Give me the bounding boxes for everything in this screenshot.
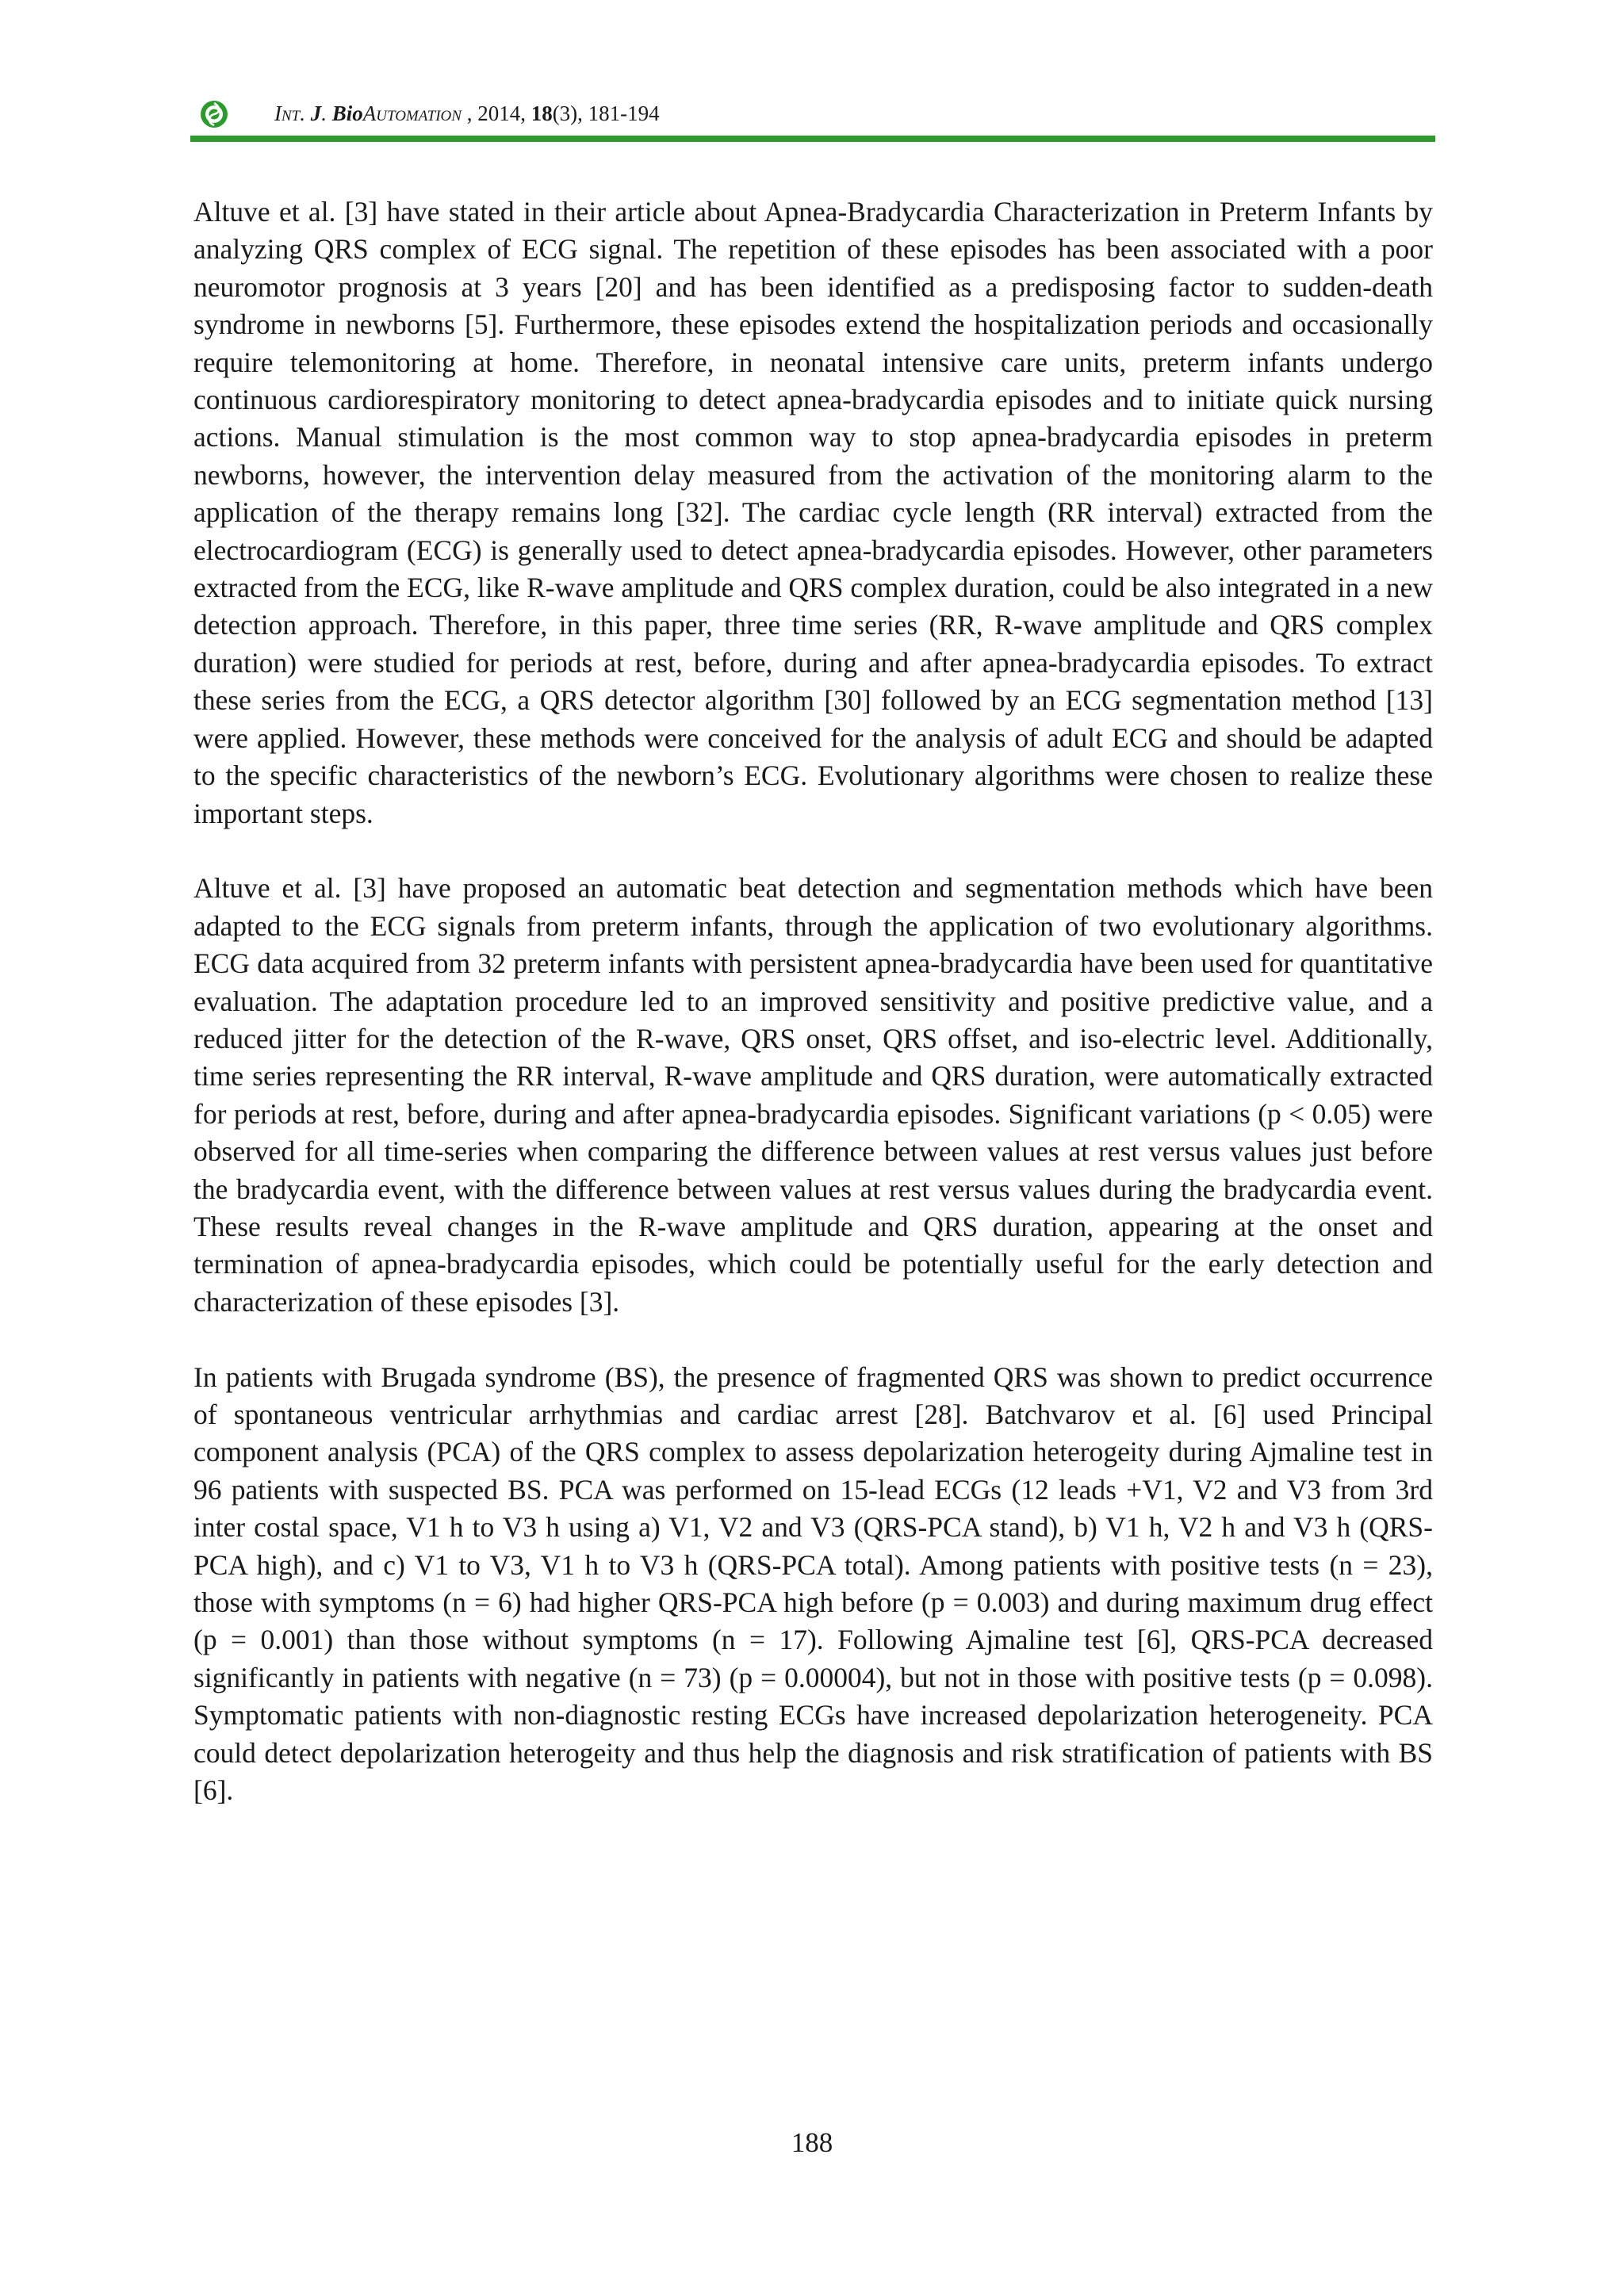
journal-name: Int. J. BioAutomation [274,101,462,125]
journal-citation [274,101,660,126]
header-rule [190,136,1435,142]
body-text [193,193,1433,1809]
paragraph-3: In patients with Brugada syndrome (BS), the presence of fragmented QRS was shown to predict occurrence of spontaneous ventricular arrhythmias and cardiac arrest [28]. Batchvarov et al. [6] used Principal component analysis (PCA) of the QRS complex to assess depolarization heterogeity during Ajmaline test in 96 patients with suspected BS. PCA was performed on 15-lead ECGs (12 leads +V1, V2 and V3 from 3rd inter costal space, V1 h to V3 h using a) V1, V2 and V3 (QRS-PCA stand), b) V1 h, V2 h and V3 h (QRS-PCA high), and c) V1 to V3, V1 h to V3 h (QRS-PCA total). Among patients with positive tests (n = 23), those with symptoms (n = 6) had higher QRS-PCA high before (p = 0.003) and during maximum drug effect (p = 0.001) than those without symptoms (n = 17). Following Ajmaline test [6], QRS-PCA decreased significantly in patients with negative (n = 73) (p = 0.00004), but not in those with positive tests (p = 0.098). Symptomatic patients with non-diagnostic resting ECGs have increased depolarization heterogeneity. PCA could detect depolarization heterogeity and thus help the diagnosis and risk stratification of patients with BS [6]. [193,1360,1433,1807]
journal-citation-detail: , 2014, 18(3), 181-194 [466,101,660,125]
page-number: 188 [791,2127,833,2158]
journal-logo-icon [198,98,230,130]
running-header [190,94,1435,141]
paragraph-2: Altuve et al. [3] have proposed an automatic beat detection and segmentation methods which have been adapted to the ECG signals from preterm infants, through the application of two evolutionary algorithms. ECG data acquired from 32 preterm infants with persistent apnea-bradycardia have been used for quantitative evaluation. The adaptation procedure led to an improved sensitivity and positive predictive value, and a reduced jitter for the detection of the R-wave, QRS onset, QRS offset, and iso-electric level. Additionally, time series representing the RR interval, R-wave amplitude and QRS duration, were automatically extracted for periods at rest, before, during and after apnea-bradycardia episodes. Significant variations (p < 0.05) were observed for all time-series when comparing the difference between values at rest versus values just before the bradycardia event, with the difference between values at rest versus values during the bradycardia event. These results reveal changes in the R-wave amplitude and QRS duration, appearing at the onset and termination of apnea-bradycardia episodes, which could be potentially useful for the early detection and characterization of these episodes [3]. [193,872,1433,1318]
paragraph-1: Altuve et al. [3] have stated in their article about Apnea-Bradycardia Characterization in Preterm Infants by analyzing QRS complex of ECG signal. The repetition of these episodes has been associated with a poor neuromotor prognosis at 3 years [20] and has been identified as a predisposing factor to sudden-death syndrome in newborns [5]. Furthermore, these episodes extend the hospitalization periods and occasionally require telemonitoring at home. Therefore, in neonatal intensive care units, preterm infants undergo continuous cardiorespiratory monitoring to detect apnea-bradycardia episodes and to initiate quick nursing actions. Manual stimulation is the most common way to stop apnea-bradycardia episodes in preterm newborns, however, the intervention delay measured from the activation of the monitoring alarm to the application of the therapy remains long [32]. The cardiac cycle length (RR interval) extracted from the electrocardiogram (ECG) is generally used to detect apnea-bradycardia episodes. However, other parameters extracted from the ECG, like R-wave amplitude and QRS complex duration, could be also integrated in a new detection approach. Therefore, in this paper, three time series (RR, R-wave amplitude and QRS complex duration) were studied for periods at rest, before, during and after apnea-bradycardia episodes. To extract these series from the ECG, a QRS detector algorithm [30] followed by an ECG segmentation method [13] were applied. However, these methods were conceived for the analysis of adult ECG and should be adapted to the specific characteristics of the newborn’s ECG. Evolutionary algorithms were chosen to realize these important steps. [193,196,1433,829]
